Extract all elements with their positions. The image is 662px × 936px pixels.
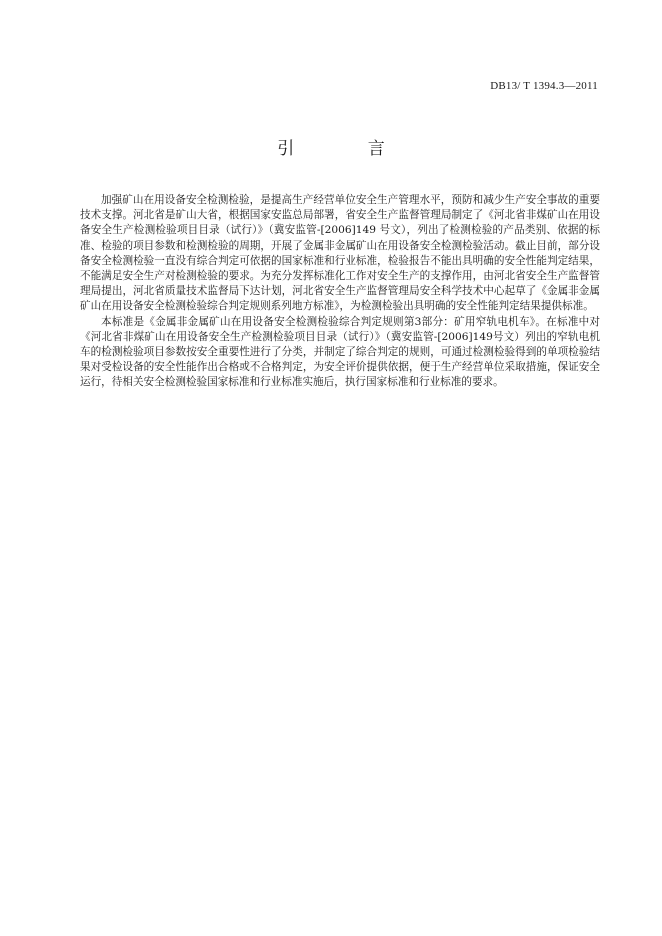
body-text xyxy=(80,193,600,391)
page-title: 引 言 xyxy=(277,139,419,159)
paragraph: 加强矿山在用设备安全检测检验，是提高生产经营单位安全生产管理水平，预防和减少生产安全事故的重要技术支撑。河北省是矿山大省，根据国家安监总局部署，省安全生产监督管理局制定了《河北省非煤矿山在用设备安全生产检测检验项目目录（试行）》（冀安监管-[2006]149 号文），列出了检测检验的产品类别、依据的标准、检验的项目参数和检测检验的周期，开展了金属非金属矿山在用设备安全检测检验活动。截止目前，部分设备安全检测检验一直没有综合判定可依据的国家标准和行业标准，检验报告不能出具明确的安全性能判定结果，不能满足安全生产对检测检验的要求。为充分发挥标准化工作对安全生产的支撑作用，由河北省安全生产监督管理局提出，河北省质量技术监督局下达计划，河北省安全生产监督管理局安全科学技术中心起草了《金属非金属矿山在用设备安全检测检验综合判定规则系列地方标准》，为检测检验出具明确的安全性能判定结果提供标准。 xyxy=(80,194,600,313)
paragraph: 本标准是《金属非金属矿山在用设备安全检测检验综合判定规则第3部分：矿用窄轨电机车》。在标准中对《河北省非煤矿山在用设备安全生产检测检验项目目录（试行）》（冀安监管-[2006]149号文）列出的窄轨电机车的检测检验项目参数按安全重要性进行了分类，并制定了综合判定的规则，可通过检测检验得到的单项检验结果对受检设备的安全性能作出合格或不合格判定，为安全评价提供依据，便于生产经营单位采取措施，保证安全运行，待相关安全检测检验国家标准和行业标准实施后，执行国家标准和行业标准的要求。 xyxy=(80,315,600,389)
document-code: DB13/ T 1394.3—2011 xyxy=(490,80,598,92)
